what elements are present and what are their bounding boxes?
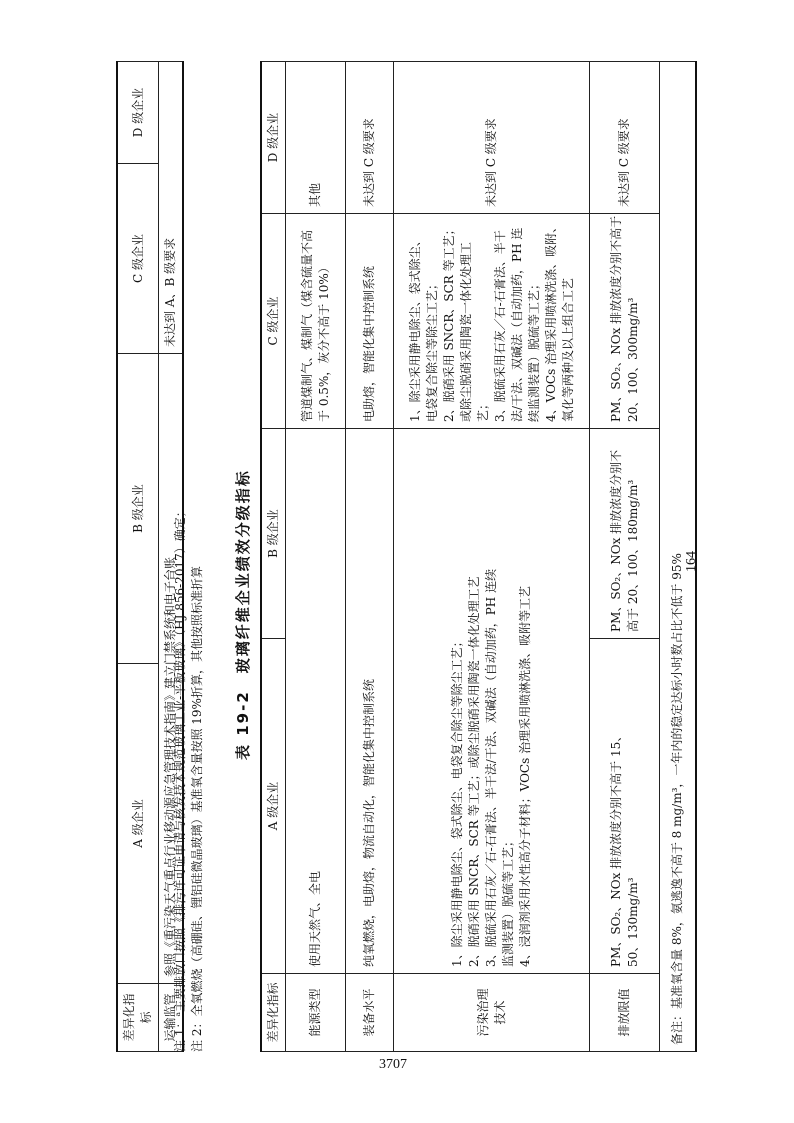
cell-emission-c: PM、SO₂、NOx 排放浓度分别不高于 20、100、300mg/m³ [590,214,660,429]
cell-emission-a: PM、SO₂、NOx 排放浓度分别不高于 15、 50、130mg/m³ [590,639,660,974]
header-grade-d: D 级企业 [117,62,159,164]
performance-table [260,61,697,1052]
note-2: 注 2：全氧燃烧（高硼硅、锂铝硅微晶玻璃）基准氧含量按照 19%折算，其他按照标准折算 [190,566,204,1052]
cell-equipment-ab: 纯氧燃烧，电助熔，物流自动化，智能化集中控制系统 [346,429,394,974]
table-footnote: 备注：基准氧含量 8%，氨逃逸不高于 8 mg/m³，一年内的稳定达标小时数占比不低于 95% [660,62,696,1052]
cell-pollution-c: 1、除尘采用静电除尘、袋式除尘、 电袋复合除尘等除尘工艺； 2、脱硝采用 SNCR、SCR 等工艺； 或除尘脱硝采用陶瓷一体化处理工 艺； 3、脱硫采用石灰／石-石膏法、半干 法/干法、双碱法（自动加药，PH 连 续监测装置）脱硫等工艺； 4、VOCs 治理采用喷淋洗涤、吸附、 氧化等两种及以上组合工艺 [394,214,590,429]
header-grade-b: B 级企业 [117,354,159,664]
header-grade-c: C 级企业 [261,214,286,429]
cell-equipment-c: 电助熔，智能化集中控制系统 [346,214,394,429]
note-1: 注 1：ᵃ主要排放口按照《排污许可证申请与核发技术规范玻璃工业-平板玻璃》（HJ 856-2017）确定； [173,505,187,1052]
header-grade-b: B 级企业 [261,429,286,639]
table-title: 表 19-2 玻璃纤维企业绩效分级指标 [234,469,252,760]
row-label-emission: 排放限值 [590,974,660,1052]
row-label-pollution: 污染治理 技术 [394,974,590,1052]
cell-transport-cd: 未达到 A、B 级要求 [159,62,184,354]
cell-energy-d: 其他 [286,62,346,214]
header-grade-a: A 级企业 [117,664,159,984]
header-indicator: 差异化指标 [117,984,159,1052]
page-number: 3707 [379,1057,407,1072]
performance-table-block [260,62,697,1052]
row-label-transport: 运输监管 [159,984,184,1052]
header-grade-c: C 级企业 [117,164,159,354]
rotated-page-number: 164 [684,551,699,572]
cell-energy-c: 管道煤制气、煤制气（煤含硫量不高 于 0.5%，灰分不高于 10%） [286,214,346,429]
cell-equipment-d: 未达到 C 级要求 [346,62,394,214]
row-label-equipment: 装备水平 [346,974,394,1052]
cell-transport-ab: 参照《重污染天气重点行业移动源应急管理技术指南》建立门禁系统和电子台账 [159,354,184,984]
cell-energy-ab: 使用天然气、全电 [286,429,346,974]
notes-block [172,352,206,1052]
cell-pollution-d: 未达到 C 级要求 [394,62,590,214]
header-indicator: 差异化指标 [261,974,286,1052]
cell-emission-d: 未达到 C 级要求 [590,62,660,214]
cell-emission-b: PM、SO₂、NOx 排放浓度分别不 高于 20、100、180mg/m³ [590,429,660,639]
cell-pollution-ab: 1、除尘采用静电除尘、袋式除尘、电袋复合除尘等除尘工艺； 2、脱硝采用 SNCR、SCR 等工艺；或除尘脱硝采用陶瓷一体化处理工艺 3、脱硫采用石灰／石-石膏法、半干法/干法、双碱法（自动加药，PH 连续 监测装置）脱硫等工艺； 4、浸润剂采用水性高分子材料；VOCs 治理采用喷淋洗涤、吸附等工艺 [394,429,590,974]
header-grade-d: D 级企业 [261,62,286,214]
row-label-energy: 能源类型 [286,974,346,1052]
header-grade-a: A 级企业 [261,639,286,974]
